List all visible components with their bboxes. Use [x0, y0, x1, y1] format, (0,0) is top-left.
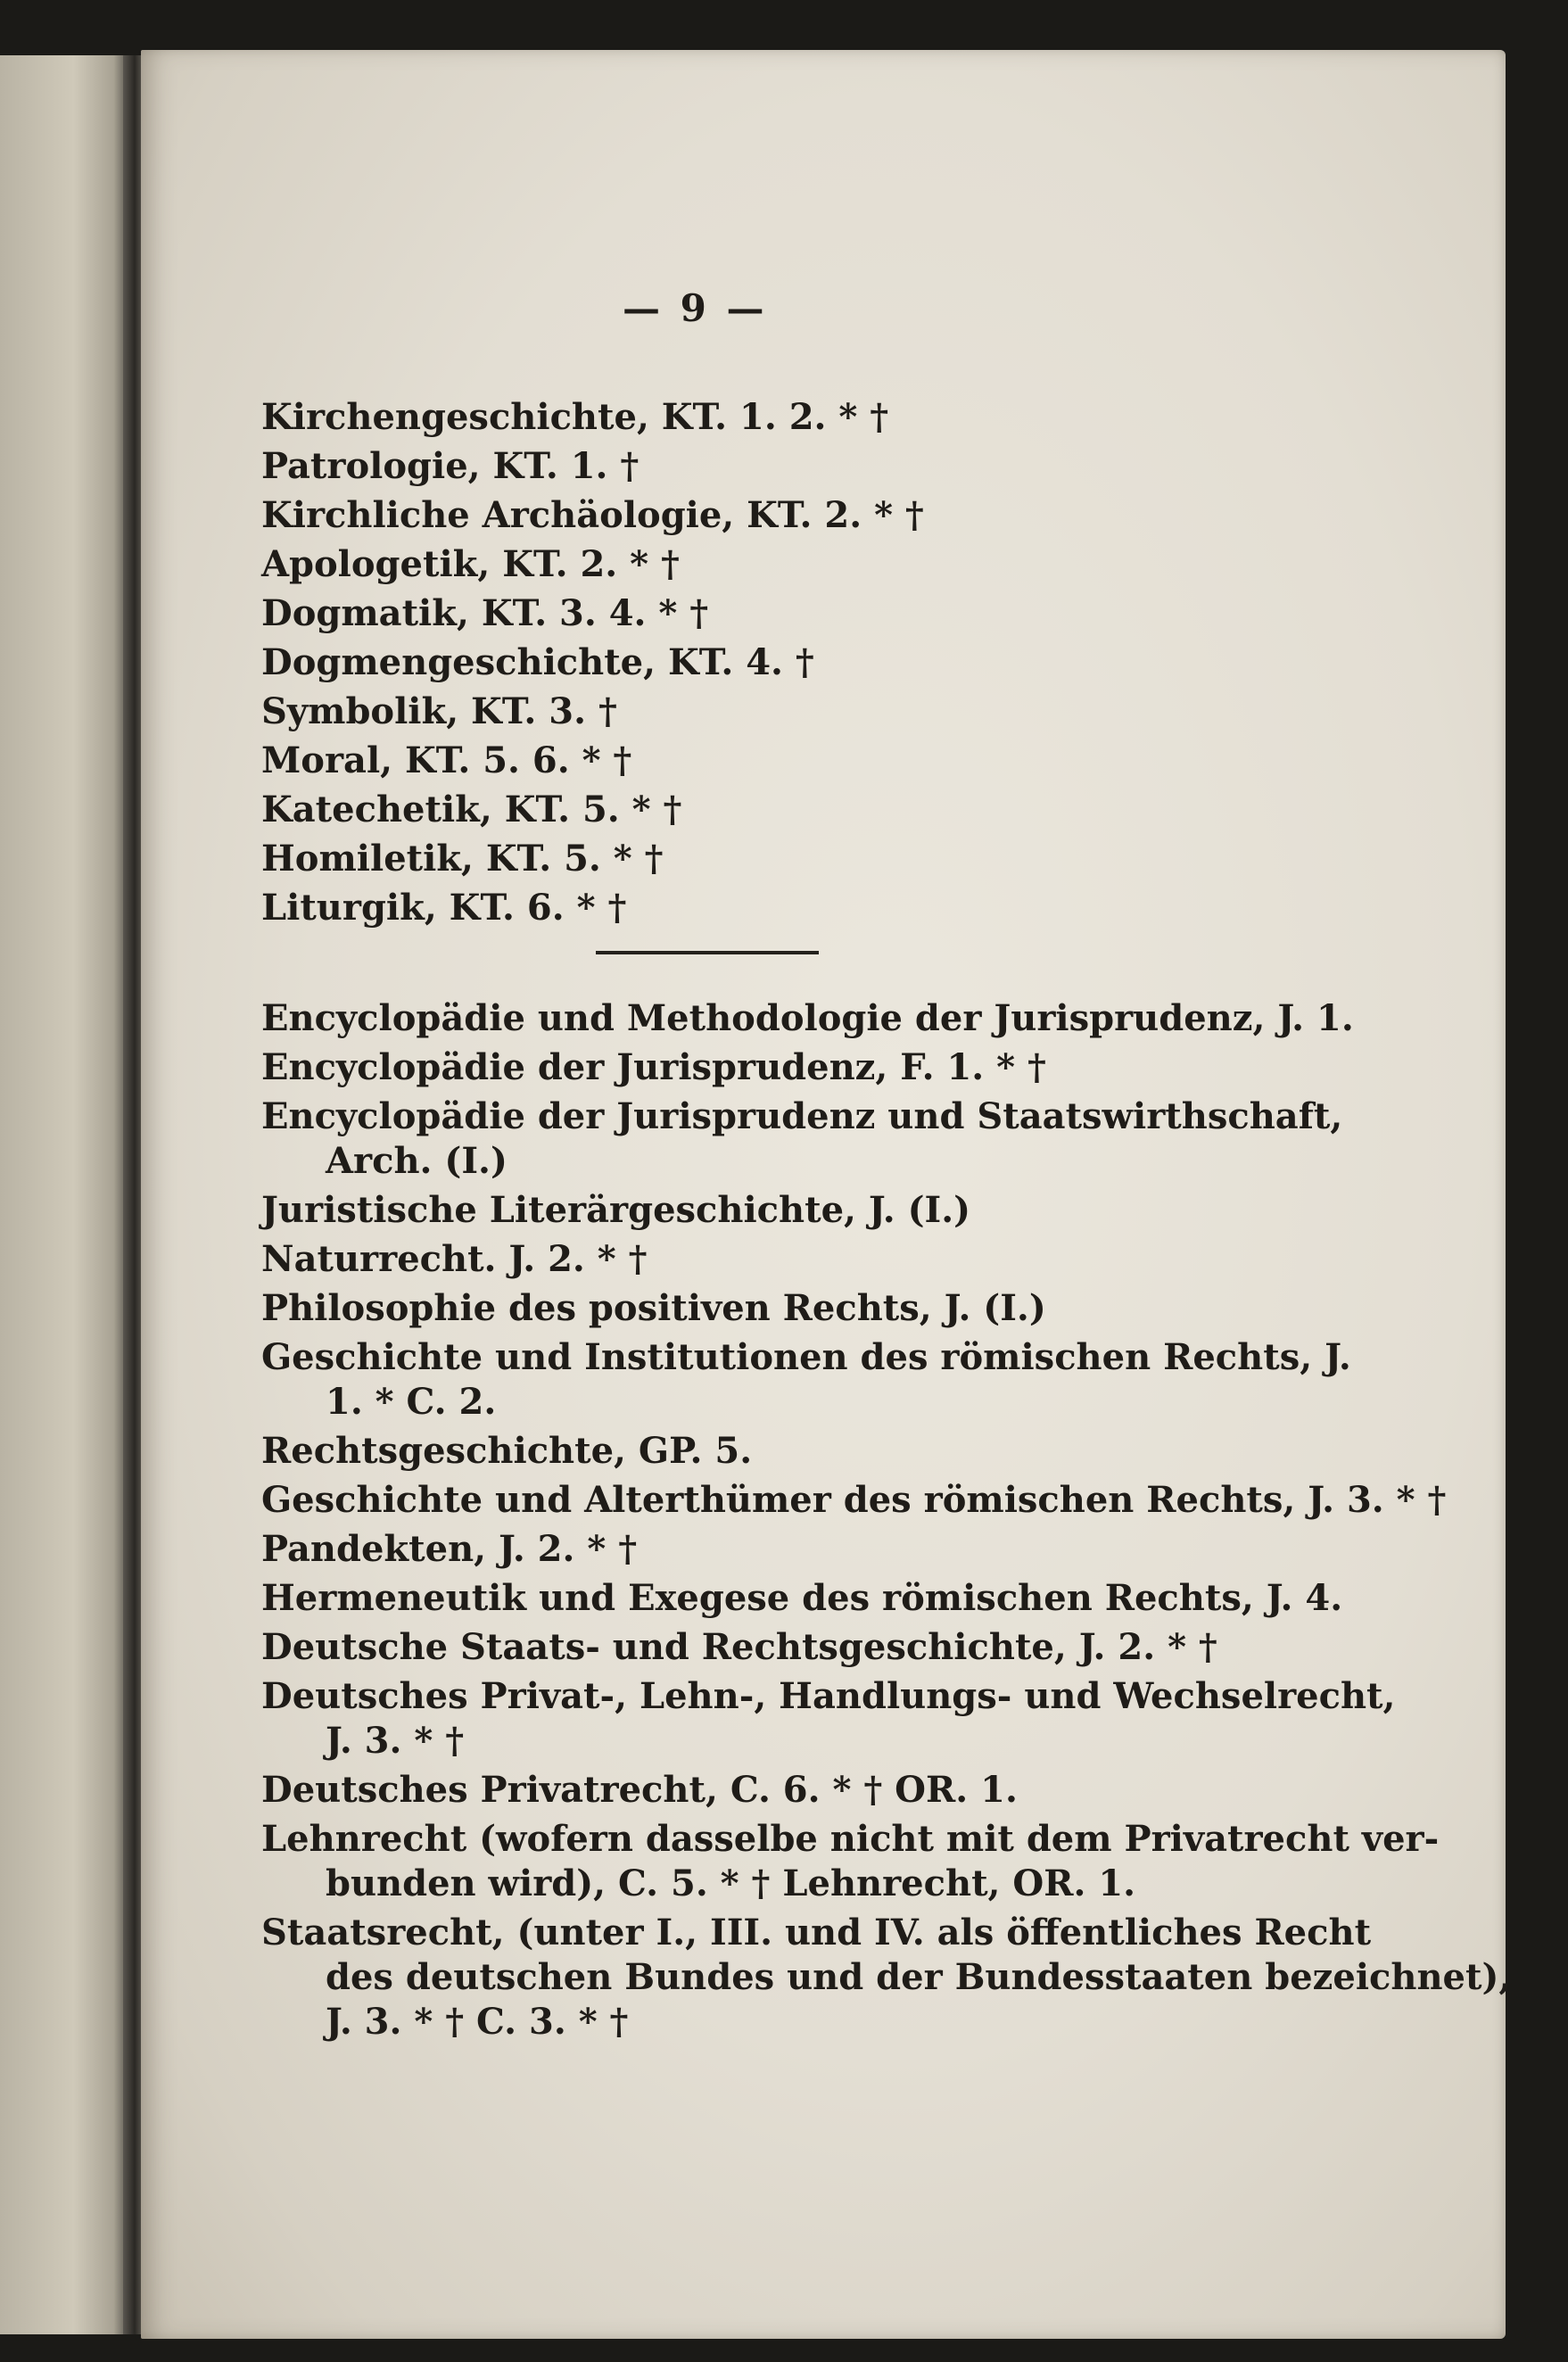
course-line: Homiletik, KT. 5. * † [261, 838, 664, 880]
course-line: Encyclopädie und Methodologie der Jurisprudenz, J. 1. [261, 997, 1354, 1039]
course-line: Encyclopädie der Jurisprudenz, F. 1. * † [261, 1046, 1046, 1088]
page-number: — 9 — [623, 286, 768, 330]
course-line: Apologetik, KT. 2. * † [261, 543, 680, 585]
course-line: Geschichte und Alterthümer des römischen Rechts, J. 3. * † [261, 1479, 1447, 1521]
course-line: Moral, KT. 5. 6. * † [261, 739, 632, 781]
course-line-continuation: 1. * C. 2. [326, 1381, 497, 1423]
course-line: Hermeneutik und Exegese des römischen Rechts, J. 4. [261, 1577, 1343, 1619]
course-line: Deutsche Staats- und Rechtsgeschichte, J. 2. * † [261, 1626, 1217, 1668]
course-line: Juristische Literärgeschichte, J. (I.) [261, 1189, 971, 1231]
course-line-continuation: des deutschen Bundes und der Bundesstaaten bezeichnet), [326, 1956, 1512, 1998]
course-line-continuation: Arch. (I.) [326, 1140, 508, 1182]
course-line: Encyclopädie der Jurisprudenz und Staatswirthschaft, [261, 1095, 1343, 1137]
course-line: Kirchengeschichte, KT. 1. 2. * † [261, 396, 889, 438]
section-divider [596, 951, 819, 954]
course-line: Deutsches Privat-, Lehn-, Handlungs- und Wechselrecht, [261, 1675, 1396, 1717]
course-line: Kirchliche Archäologie, KT. 2. * † [261, 494, 924, 536]
course-line-continuation: J. 3. * † [326, 1720, 465, 1762]
course-line: Staatsrecht, (unter I., III. und IV. als öffentliches Recht [261, 1912, 1372, 1953]
book-page [141, 50, 1512, 2339]
course-line: Lehnrecht (wofern dasselbe nicht mit dem Privatrecht ver- [261, 1818, 1440, 1860]
course-line: Patrologie, KT. 1. † [261, 445, 640, 487]
course-line: Symbolik, KT. 3. † [261, 690, 617, 732]
course-line: Pandekten, J. 2. * † [261, 1528, 638, 1570]
course-line: Geschichte und Institutionen des römischen Rechts, J. [261, 1336, 1351, 1378]
course-line: Philosophie des positiven Rechts, J. (I.) [261, 1287, 1046, 1329]
course-line: Deutsches Privatrecht, C. 6. * † OR. 1. [261, 1769, 1018, 1811]
course-line: Liturgik, KT. 6. * † [261, 887, 627, 929]
course-line: Rechtsgeschichte, GP. 5. [261, 1430, 753, 1472]
course-line: Dogmengeschichte, KT. 4. † [261, 641, 814, 683]
course-line: Dogmatik, KT. 3. 4. * † [261, 592, 709, 634]
course-line: Naturrecht. J. 2. * † [261, 1238, 648, 1280]
course-line-continuation: J. 3. * † C. 3. * † [326, 2001, 629, 2043]
course-line: Katechetik, KT. 5. * † [261, 789, 682, 830]
left-page-edge [0, 55, 134, 2334]
course-line-continuation: bunden wird), C. 5. * † Lehnrecht, OR. 1. [326, 1862, 1136, 1904]
